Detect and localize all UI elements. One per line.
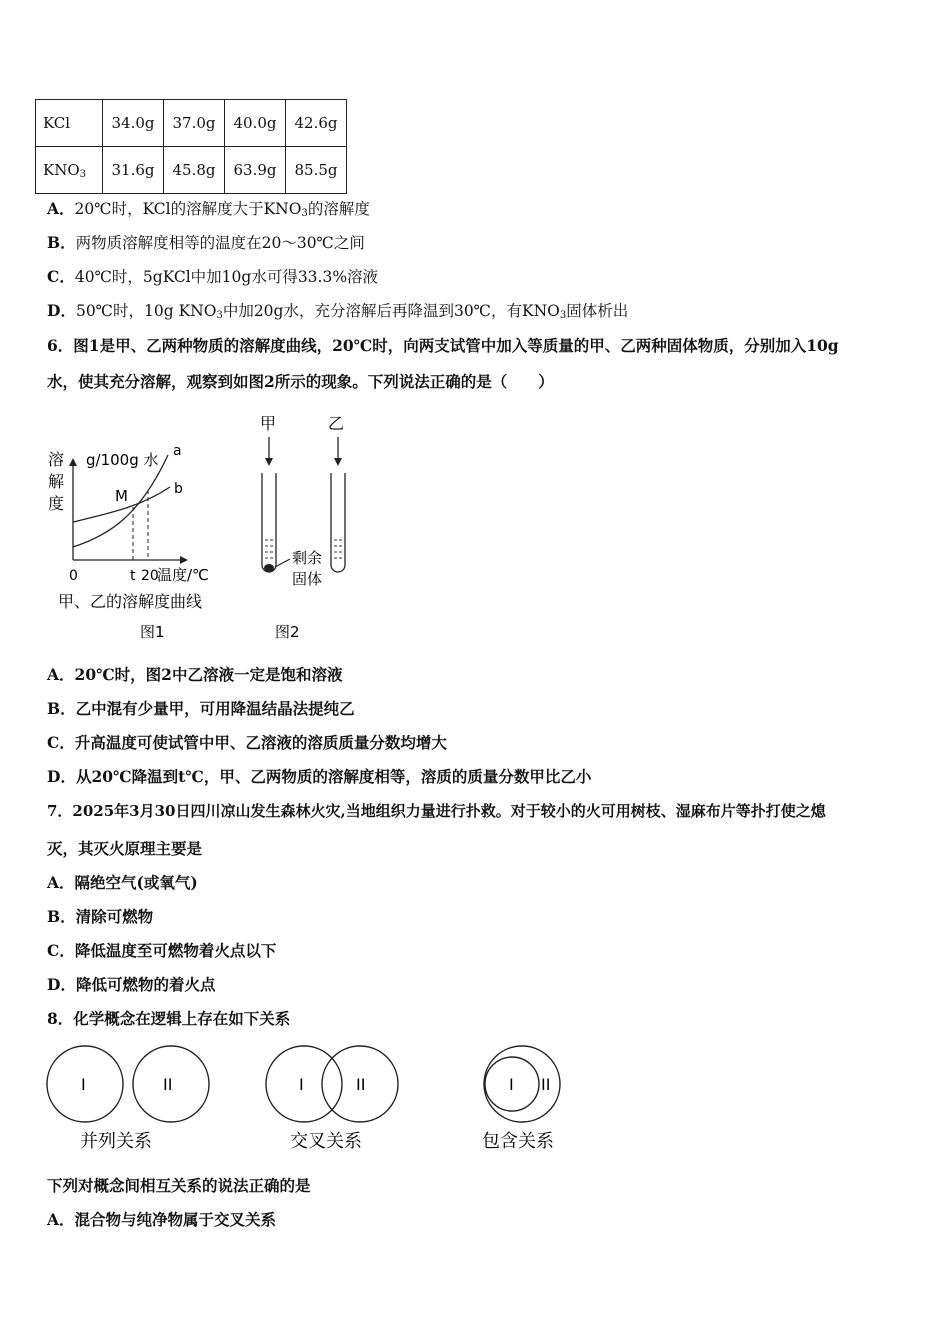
tube-jia-liquid <box>265 540 273 558</box>
table-cell: 63.9g <box>225 147 286 194</box>
origin-label: 0 <box>69 568 78 584</box>
cross-circle-1 <box>266 1046 342 1122</box>
parallel-roman-1: I <box>81 1075 86 1094</box>
q6-stem-line1: 6．图1是甲、乙两种物质的溶解度曲线，20℃时，向两支试管中加入等质量的甲、乙两种固体物质，分别加入10g <box>47 336 839 355</box>
contain-label: 包含关系 <box>482 1131 554 1152</box>
tube-yi <box>331 473 345 572</box>
q6-option-b: B．乙中混有少量甲，可用降温结晶法提纯乙 <box>47 699 355 718</box>
y-axis-label-char: 度 <box>48 494 65 513</box>
unit-label: g/100g 水 <box>86 451 159 469</box>
curve-a-label: a <box>173 443 182 459</box>
y-axis-label-char: 解 <box>48 472 65 491</box>
q8-sub-stem: 下列对概念间相互关系的说法正确的是 <box>47 1176 311 1195</box>
tube-jia-label: 甲 <box>260 414 277 433</box>
contain-roman-1: I <box>509 1075 514 1094</box>
q7-stem-line1: 7．2025年3月30日四川凉山发生森林火灾,当地组织力量进行扑救。对于较小的火可用树枝、湿麻布片等扑打使之熄 <box>47 802 826 820</box>
table-cell: 31.6g <box>103 147 164 194</box>
residue-pointer <box>275 559 290 567</box>
y-axis-label-char: 溶 <box>48 450 65 469</box>
twenty-tick-label: 20 <box>141 568 159 584</box>
residue-label-line2: 固体 <box>292 570 323 588</box>
test-tube-figure <box>250 405 370 645</box>
tube-yi-liquid <box>334 540 342 558</box>
parallel-roman-2: II <box>163 1075 173 1094</box>
table-cell: $KNO_3$ <box>36 147 103 194</box>
arrow-yi-head <box>334 458 342 466</box>
q7-option-a: A．隔绝空气(或氧气) <box>47 873 198 892</box>
y-axis-arrow <box>69 458 77 466</box>
q5-option-d: D．50℃时，10g $KNO_3$中加20g水，充分溶解后再降温到30℃，有$KNO_3$固体析出 <box>47 301 629 321</box>
table-row <box>36 100 347 147</box>
table-cell: 45.8g <box>164 147 225 194</box>
figure2-caption: 图2 <box>275 623 300 641</box>
q5-option-a: A．20℃时，KCl的溶解度大于$KNO_3$的溶解度 <box>47 199 370 219</box>
tube-yi-label: 乙 <box>328 414 345 433</box>
solubility-curve-figure <box>40 435 240 645</box>
q6-option-d: D．从20℃降温到t℃，甲、乙两物质的溶解度相等，溶质的质量分数甲比乙小 <box>47 767 592 786</box>
q7-option-b: B．清除可燃物 <box>47 907 154 926</box>
residue-solid <box>264 564 274 572</box>
tube-jia <box>262 473 276 572</box>
parallel-label: 并列关系 <box>80 1131 152 1152</box>
cross-roman-1: I <box>299 1075 304 1094</box>
q7-option-d: D．降低可燃物的着火点 <box>47 975 216 994</box>
x-axis-label: 温度/℃ <box>157 566 209 584</box>
x-axis-arrow <box>180 556 188 564</box>
q7-stem-line2: 灭，其灭火原理主要是 <box>47 839 203 858</box>
cross-label: 交叉关系 <box>290 1131 362 1152</box>
q5-option-c: C．40℃时，5gKCl中加10g水可得33.3%溶液 <box>47 267 379 286</box>
table-cell: KCl <box>36 100 103 147</box>
q5-option-b: B．两物质溶解度相等的温度在20～30℃之间 <box>47 233 365 252</box>
q8-stem: 8．化学概念在逻辑上存在如下关系 <box>47 1009 291 1028</box>
solubility-table <box>35 99 347 194</box>
figure1-caption: 图1 <box>140 623 165 641</box>
table-row <box>36 147 347 194</box>
curve-b-label: b <box>174 481 183 497</box>
table-cell: 34.0g <box>103 100 164 147</box>
q6-option-c: C．升高温度可使试管中甲、乙溶液的溶质质量分数均增大 <box>47 733 447 752</box>
table-cell: 85.5g <box>286 147 347 194</box>
contain-roman-2: II <box>541 1075 551 1094</box>
table-cell: 40.0g <box>225 100 286 147</box>
figure1-title: 甲、乙的溶解度曲线 <box>58 592 203 611</box>
concept-relation-diagram <box>40 1040 580 1160</box>
residue-label-line1: 剩余 <box>292 549 323 567</box>
q7-option-c: C．降低温度至可燃物着火点以下 <box>47 941 277 960</box>
arrow-jia-head <box>265 458 273 466</box>
cross-roman-2: II <box>356 1075 366 1094</box>
intersection-label: M <box>115 487 128 505</box>
table-cell: 37.0g <box>164 100 225 147</box>
q8-option-a: A．混合物与纯净物属于交叉关系 <box>47 1210 277 1229</box>
q6-stem-line2: 水，使其充分溶解，观察到如图2所示的现象。下列说法正确的是（ ） <box>47 372 554 391</box>
t-tick-label: t <box>130 568 136 584</box>
q6-option-a: A．20℃时，图2中乙溶液一定是饱和溶液 <box>47 665 343 684</box>
table-cell: 42.6g <box>286 100 347 147</box>
